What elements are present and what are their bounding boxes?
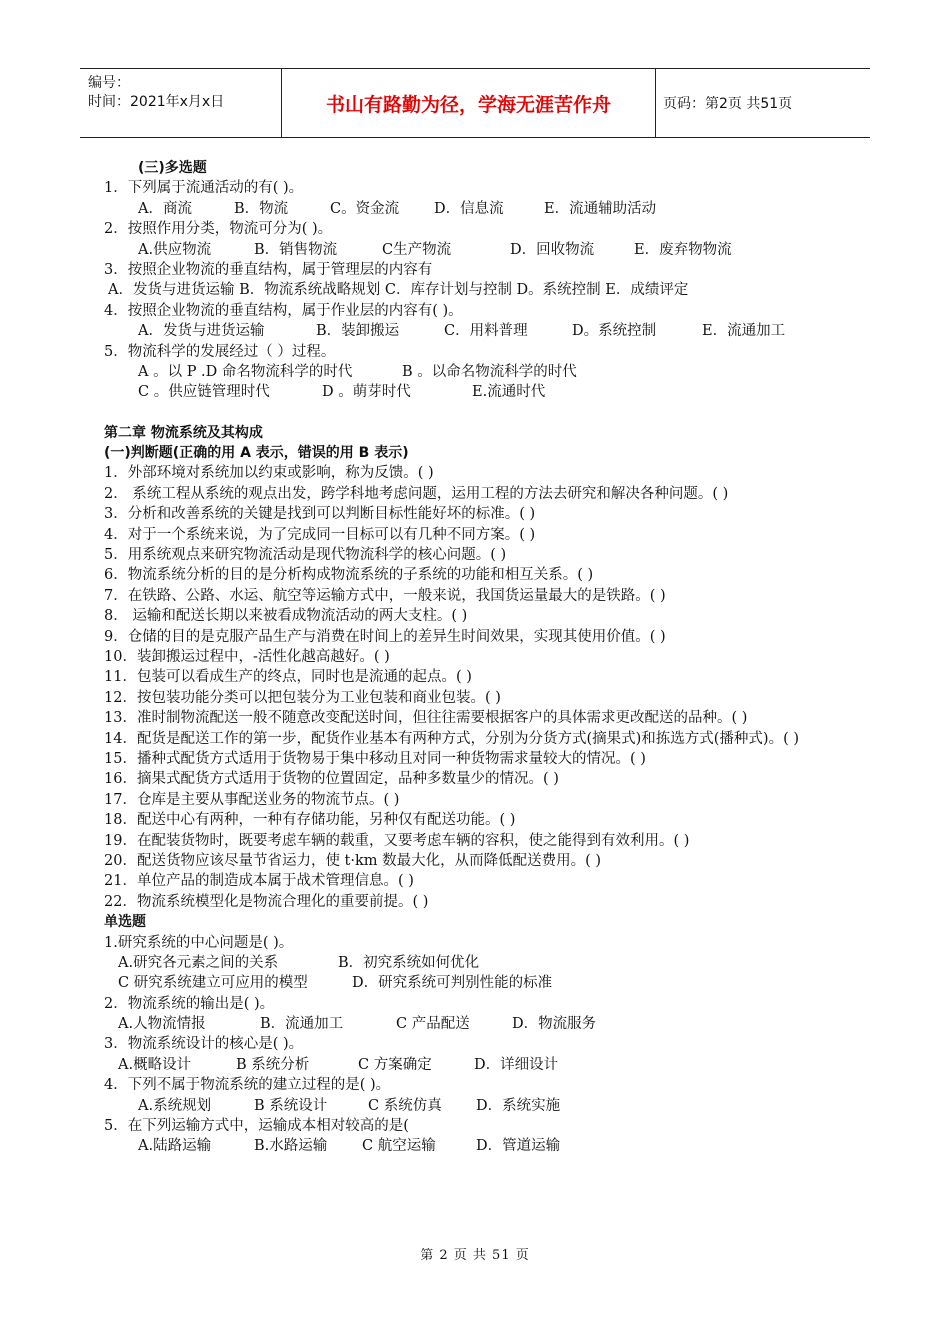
document-body xyxy=(104,158,852,1157)
option-row xyxy=(104,240,852,260)
judge-item: 3．分析和改善系统的关键是找到可以判断目标性能好坏的标准。( ) xyxy=(104,506,536,523)
option: C．用料普理 xyxy=(444,323,528,340)
judge-item: 15．播种式配货方式适用于货物易于集中移动且对同一种货物需求量较大的情况。( ) xyxy=(104,750,646,767)
option: A.供应物流 xyxy=(138,241,212,258)
header-page-label: 页码：第2页 共51页 xyxy=(663,96,793,112)
judge-item: 18．配送中心有两种，一种有存储功能，另种仅有配送功能。( ) xyxy=(104,812,516,829)
judge-item: 6．物流系统分析的目的是分析构成物流系统的子系统的功能和相互关系。( ) xyxy=(104,567,594,584)
option-row xyxy=(104,973,852,993)
judge-item: 11．包装可以看成生产的终点，同时也是流通的起点。( ) xyxy=(104,669,472,686)
option-row xyxy=(104,199,852,219)
judge-item: 13．准时制物流配送一般不随意改变配送时间，但往往需要根据客户的具体需求更改配送的品种。( ) xyxy=(104,710,748,727)
judge-item: 22．物流系统模型化是物流合理化的重要前提。( ) xyxy=(104,893,429,910)
judge-item: 10．装卸搬运过程中，-活性化越高越好。( ) xyxy=(104,649,390,665)
option-row xyxy=(104,321,852,341)
option: B．初究系统如何优化 xyxy=(338,954,480,971)
header-motto: 书山有路勤为径，学海无涯苦作舟 xyxy=(281,69,656,137)
chapter-title: 第二章 物流系统及其构成 xyxy=(104,424,263,441)
option: D．管道运输 xyxy=(476,1138,561,1155)
option: C生产物流 xyxy=(382,241,452,258)
judge-item: 2． 系统工程从系统的观点出发，跨学科地考虑问题，运用工程的方法去研究和解决各种问题。( ) xyxy=(104,485,729,502)
option: E．流通辅助活动 xyxy=(544,200,657,217)
option: D．研究系统可判别性能的标准 xyxy=(352,975,553,992)
option-row xyxy=(104,362,852,382)
option-row xyxy=(104,382,852,402)
option: A．发货与进货运输 xyxy=(138,323,265,340)
page-header xyxy=(80,68,870,138)
judge-item: 16．摘果式配货方式适用于货物的位置固定，品种多数量少的情况。( ) xyxy=(104,771,559,788)
judge-item: 12．按包装功能分类可以把包装分为工业包装和商业包装。( ) xyxy=(104,689,501,706)
option: B．装卸搬运 xyxy=(316,323,400,340)
option: D．物流服务 xyxy=(512,1016,597,1033)
question-text: 3．物流系统设计的核心是( )。 xyxy=(104,1036,304,1053)
section-title-judge: (一)判断题(正确的用 A 表示，错误的用 B 表示) xyxy=(104,445,409,462)
option: D 。萌芽时代 xyxy=(322,384,411,401)
judge-item: 19．在配装货物时，既要考虑车辆的载重，又要考虑车辆的容积，使之能得到有效利用。( ) xyxy=(104,832,690,849)
option-row: A．发货与进货运输 B．物流系统战略规划 C．库存计划与控制 D。系统控制 E．成绩评定 xyxy=(108,282,689,299)
option: D．信息流 xyxy=(434,200,504,217)
option-row xyxy=(104,1096,852,1116)
option: C 研究系统建立可应用的模型 xyxy=(118,975,308,992)
option: B．流通加工 xyxy=(260,1016,344,1033)
time-label: 时间：2021年x月x日 xyxy=(88,94,225,110)
option: D．系统实施 xyxy=(476,1097,561,1114)
question-text: 4．下列不属于物流系统的建立过程的是( )。 xyxy=(104,1077,391,1094)
option: B 。以命名物流科学的时代 xyxy=(402,363,577,380)
option-row xyxy=(104,1014,852,1034)
option: C 。供应链管理时代 xyxy=(138,384,270,401)
option: B．销售物流 xyxy=(254,241,338,258)
option-row xyxy=(104,1055,852,1075)
option: A 。以 P .D 命名物流科学的时代 xyxy=(138,363,353,380)
option: B．物流 xyxy=(234,200,289,217)
section-title-multi: (三)多选题 xyxy=(138,160,207,176)
header-meta xyxy=(88,69,278,142)
option: A.陆路运输 xyxy=(138,1138,212,1155)
judge-item: 17．仓库是主要从事配送业务的物流节点。( ) xyxy=(104,791,400,808)
question-text: 5．物流科学的发展经过（ ）过程。 xyxy=(104,343,336,360)
question-text: 2．按照作用分类，物流可分为( )。 xyxy=(104,221,333,238)
option: E．废弃物物流 xyxy=(634,241,732,258)
page-footer: 第 2 页 共 51 页 xyxy=(420,1248,530,1263)
option: D．回收物流 xyxy=(510,241,595,258)
judge-item: 20．配送货物应该尽量节省运力，使 t·km 数最大化，从而降低配送费用。( ) xyxy=(104,852,602,869)
option: A．商流 xyxy=(138,200,192,217)
judge-item: 8． 运输和配送长期以来被看成物流活动的两大支柱。( ) xyxy=(104,608,468,625)
option-row xyxy=(104,953,852,973)
option: A.研究各元素之间的关系 xyxy=(118,954,279,971)
question-text: 1．下列属于流通活动的有( )。 xyxy=(104,180,304,197)
judge-item: 7．在铁路、公路、水运、航空等运输方式中，一般来说，我国货运量最大的是铁路。( ) xyxy=(104,587,666,604)
option-row xyxy=(104,1136,852,1156)
judge-item: 9．仓储的目的是克服产品生产与消费在时间上的差异生时间效果，实现其使用价值。( ) xyxy=(104,628,666,645)
option: C 方案确定 xyxy=(358,1056,432,1073)
question-text: 5．在下列运输方式中，运输成本相对较高的是( xyxy=(104,1118,409,1135)
question-text: 3．按照企业物流的垂直结构，属于管理层的内容有 xyxy=(104,261,433,278)
option: E．流通加工 xyxy=(702,323,786,340)
option: B 系统分析 xyxy=(236,1056,310,1073)
judge-item: 1．外部环境对系统加以约束或影响，称为反馈。( ) xyxy=(104,465,434,482)
option: D。系统控制 xyxy=(572,323,657,340)
option: C 系统仿真 xyxy=(368,1097,442,1114)
option: A.系统规划 xyxy=(138,1097,212,1114)
number-label: 编号： xyxy=(88,75,130,91)
judge-item: 14．配货是配送工作的第一步，配货作业基本有两种方式，分别为分货方式(摘果式)和拣选方式(播种式)。( ) xyxy=(104,730,799,747)
option: B.水路运输 xyxy=(254,1138,328,1155)
question-text: 4．按照企业物流的垂直结构，属于作业层的内容有( )。 xyxy=(104,302,463,319)
question-text: 2．物流系统的输出是( )。 xyxy=(104,995,275,1012)
option: C 航空运输 xyxy=(362,1138,436,1155)
option: D．详细设计 xyxy=(474,1056,559,1073)
option: C。资金流 xyxy=(330,200,400,217)
judge-item: 5．用系统观点来研究物流活动是现代物流科学的核心问题。( ) xyxy=(104,547,507,564)
judge-item: 21．单位产品的制造成本属于战术管理信息。( ) xyxy=(104,873,414,890)
section-title-single: 单选题 xyxy=(104,914,146,931)
option: E.流通时代 xyxy=(472,384,546,401)
judge-item: 4．对于一个系统来说，为了完成同一目标可以有几种不同方案。( ) xyxy=(104,526,536,543)
option: A.人物流情报 xyxy=(118,1016,206,1033)
option: A.概略设计 xyxy=(118,1056,192,1073)
question-text: 1.研究系统的中心问题是( )。 xyxy=(104,934,294,951)
option: C 产品配送 xyxy=(396,1016,470,1033)
option: B 系统设计 xyxy=(254,1097,328,1114)
